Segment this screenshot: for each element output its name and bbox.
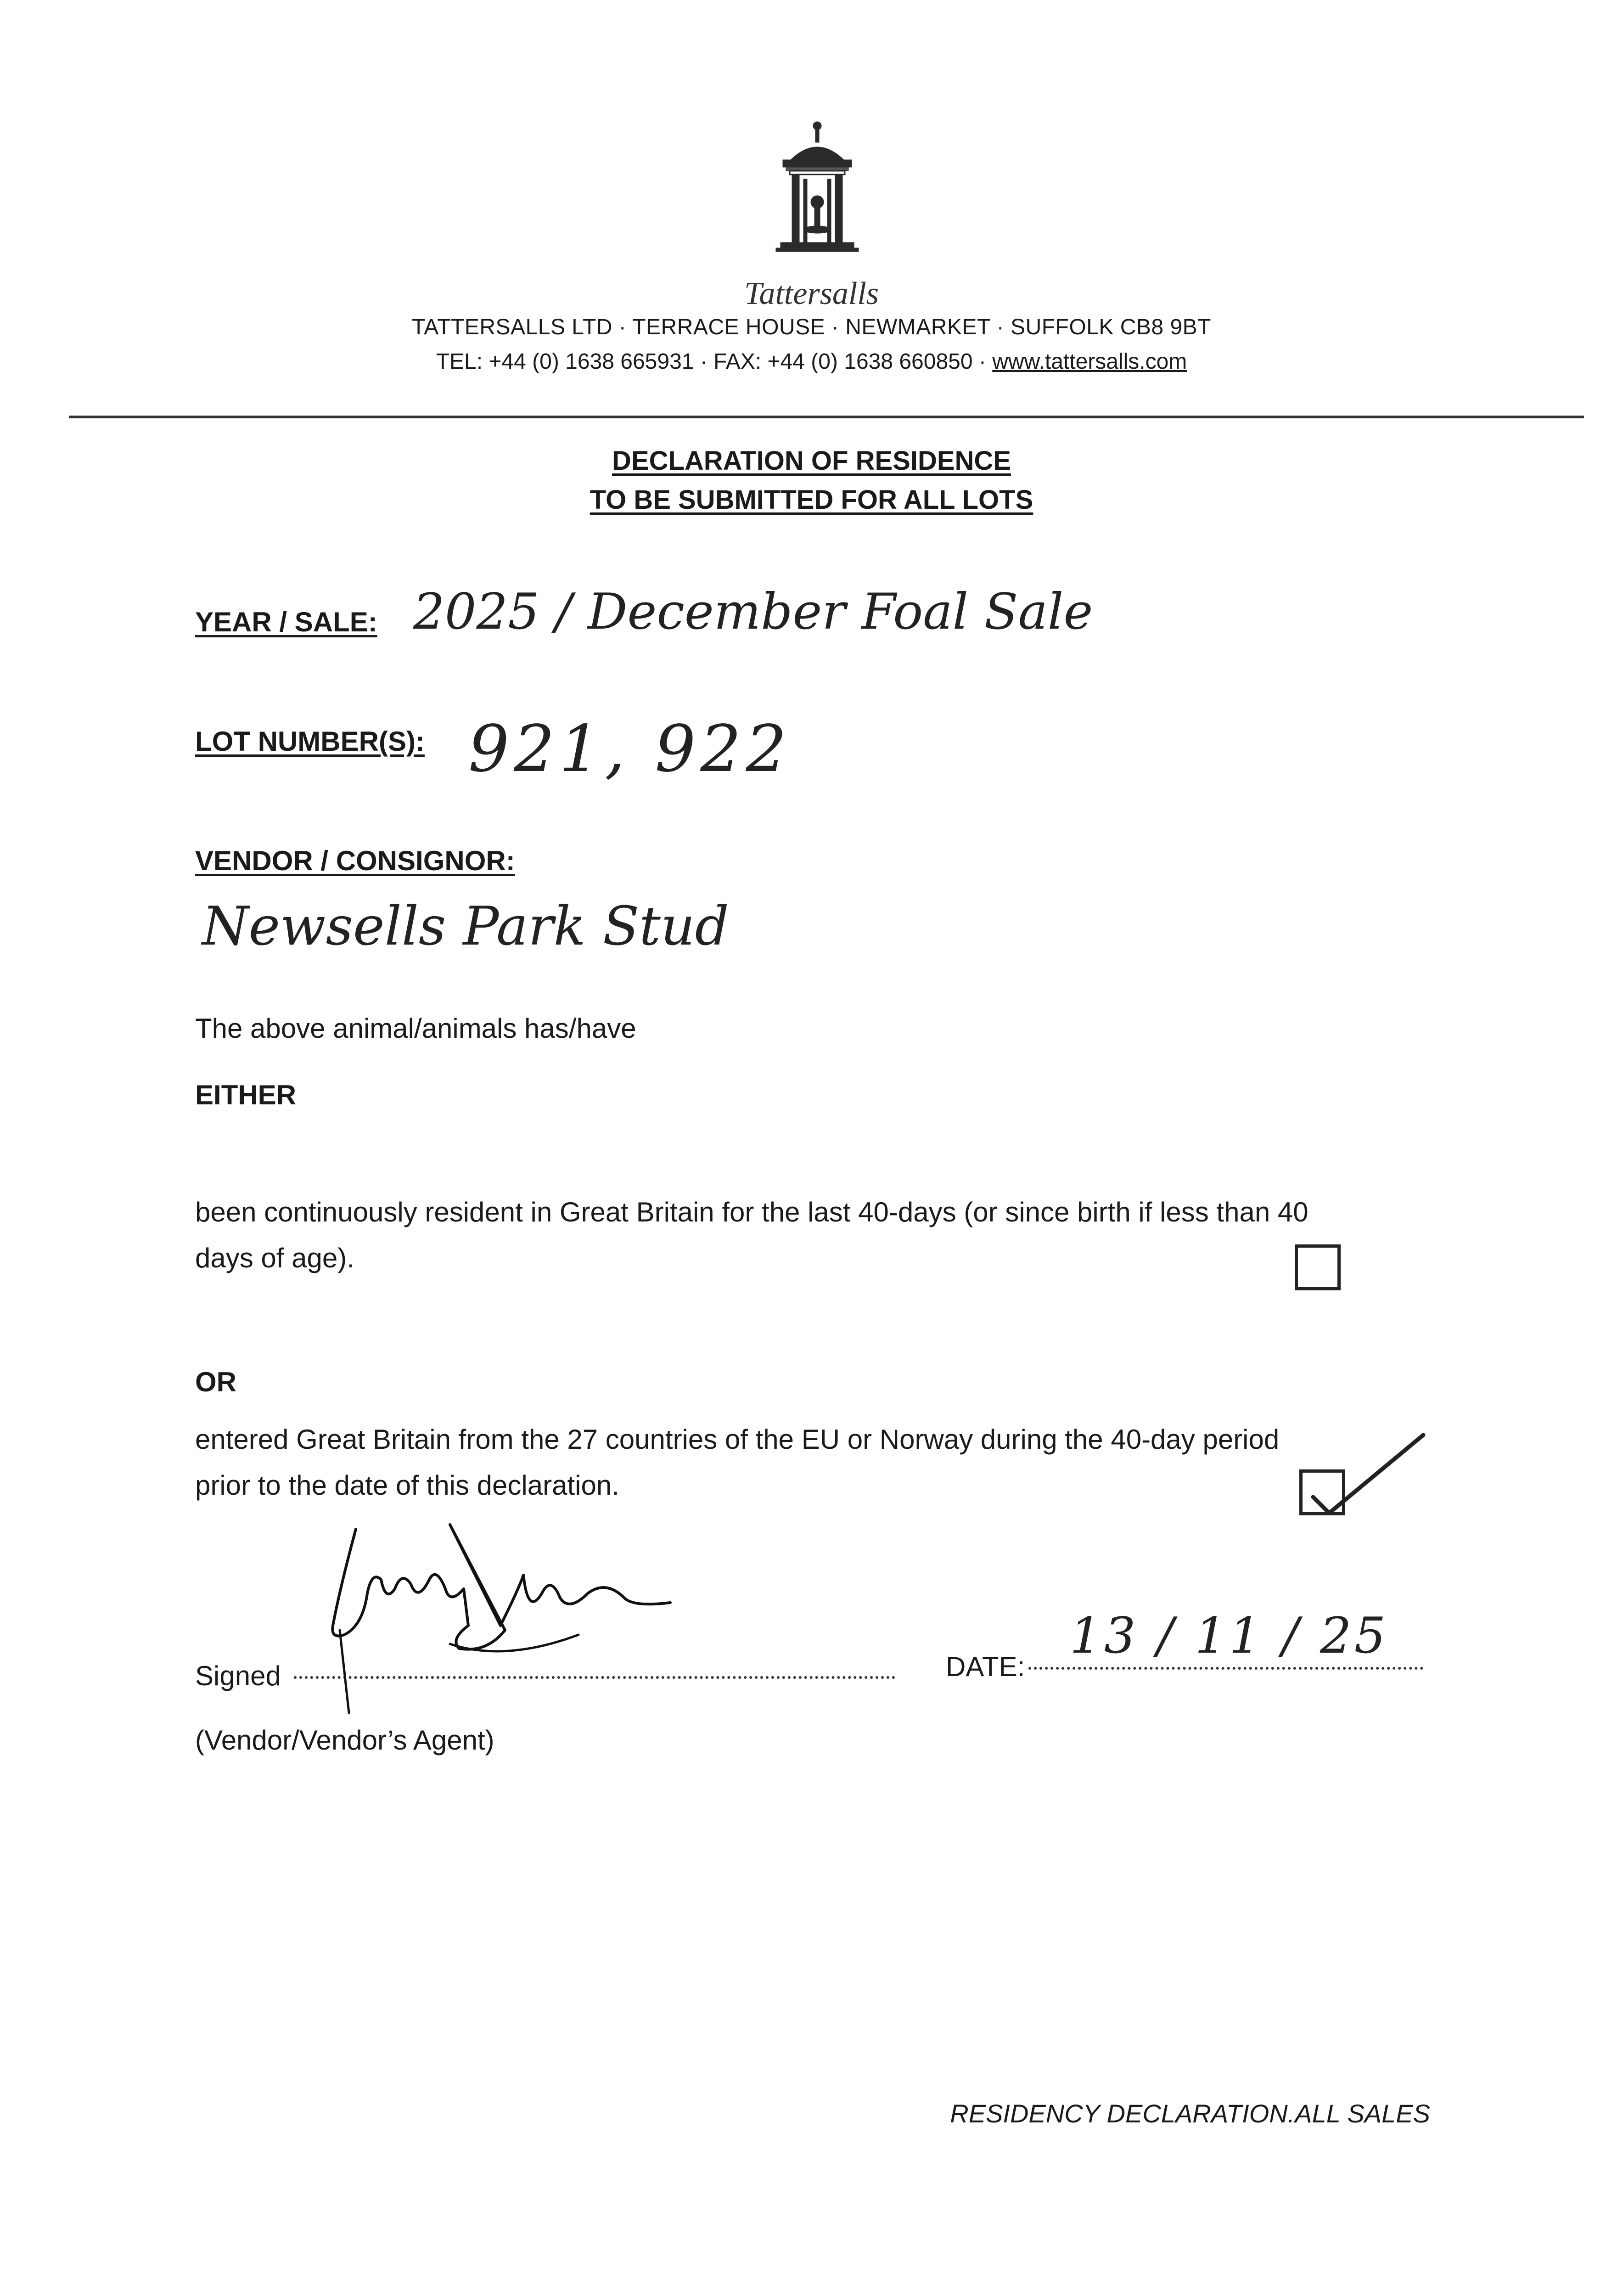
header-divider <box>69 416 1584 418</box>
signature-scribble <box>312 1520 707 1727</box>
option1-line2: days of age). <box>195 1243 354 1273</box>
lot-numbers-label: LOT NUMBER(S): <box>195 726 425 757</box>
brand-name: Tattersalls <box>744 276 879 311</box>
date-line <box>1028 1667 1423 1670</box>
year-sale-label: YEAR / SALE: <box>195 607 377 637</box>
document-subtitle: TO BE SUBMITTED FOR ALL LOTS <box>590 485 1033 515</box>
form-reference: RESIDENCY DECLARATION.ALL SALES <box>950 2099 1430 2128</box>
option1-checkbox[interactable] <box>1295 1244 1341 1290</box>
contact-phone-fax: TEL: +44 (0) 1638 665931 · FAX: +44 (0) 1638 660850 · <box>436 349 993 374</box>
signed-label: Signed <box>195 1660 281 1691</box>
company-contact <box>0 349 1623 374</box>
date-label: DATE: <box>946 1651 1025 1682</box>
option1-line1: been continuously resident in Great Britain for the last 40-days (or since birth if less than 40 <box>195 1197 1309 1227</box>
year-sale-value[interactable]: 2025 / December Foal Sale <box>413 583 1093 641</box>
vendor-value[interactable]: Newsells Park Stud <box>202 895 729 957</box>
option2-line1: entered Great Britain from the 27 countries of the EU or Norway during the 40-day period <box>195 1424 1280 1455</box>
option2-text <box>195 1417 1458 1508</box>
option2-line2: prior to the date of this declaration. <box>195 1470 619 1501</box>
website-link[interactable]: www.tattersalls.com <box>992 349 1187 374</box>
vendor-label: VENDOR / CONSIGNOR: <box>195 845 515 876</box>
document-title: DECLARATION OF RESIDENCE <box>612 446 1011 476</box>
or-label: OR <box>195 1367 236 1397</box>
company-address: TATTERSALLS LTD · TERRACE HOUSE · NEWMARKET · SUFFOLK CB8 9BT <box>412 315 1211 339</box>
declaration-intro: The above animal/animals has/have <box>195 1013 636 1044</box>
signer-role: (Vendor/Vendor’s Agent) <box>195 1725 494 1756</box>
either-label: EITHER <box>195 1080 297 1110</box>
date-value[interactable]: 13 / 11 / 25 <box>1070 1607 1389 1665</box>
lot-numbers-value[interactable]: 921, 922 <box>468 712 792 787</box>
checkmark-icon <box>1304 1428 1432 1520</box>
option1-text <box>195 1189 1458 1281</box>
tattersalls-logo-icon <box>758 119 877 285</box>
